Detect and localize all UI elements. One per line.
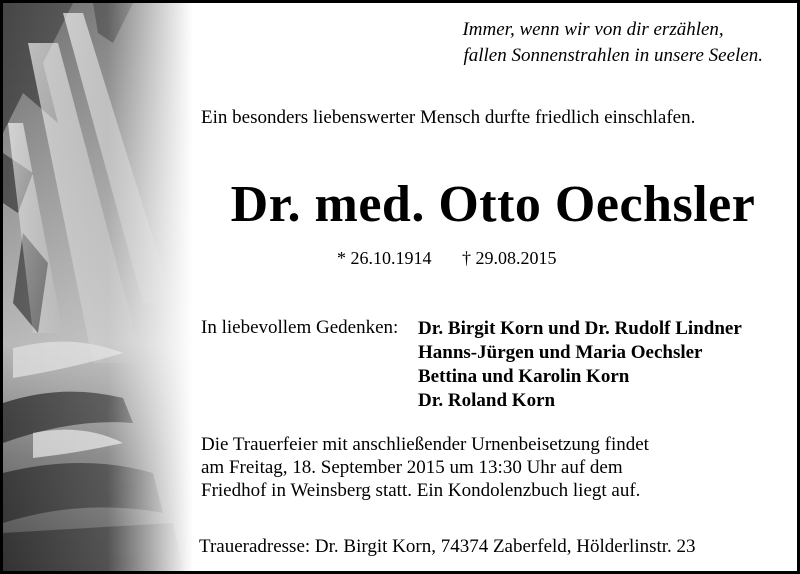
service-line: Friedhof in Weinsberg statt. Ein Kondolenzbuch liegt auf. bbox=[201, 480, 641, 501]
forest-sunbeam-photo bbox=[3, 3, 193, 571]
birth-date: * 26.10.1914 bbox=[337, 248, 432, 268]
mourner-entry: Dr. Birgit Korn und Dr. Rudolf Lindner bbox=[418, 318, 742, 339]
mourner-entry: Bettina und Karolin Korn bbox=[418, 366, 630, 387]
poem-quote bbox=[462, 17, 763, 69]
mourner-entry: Dr. Roland Korn bbox=[418, 390, 556, 411]
service-details bbox=[201, 433, 649, 502]
mourning-address: Traueradresse: Dr. Birgit Korn, 74374 Zaberfeld, Hölderlinstr. 23 bbox=[199, 536, 696, 557]
memorial-label: In liebevollem Gedenken: bbox=[201, 317, 399, 338]
life-dates bbox=[337, 248, 557, 269]
death-date: † 29.08.2015 bbox=[462, 248, 557, 268]
deceased-name: Dr. med. Otto Oechsler bbox=[230, 176, 756, 233]
poem-line: fallen Sonnenstrahlen in unsere Seelen. bbox=[463, 45, 763, 66]
mourner-entry: Hanns-Jürgen und Maria Oechsler bbox=[418, 342, 703, 363]
service-line: Die Trauerfeier mit anschließender Urnenbeisetzung findet bbox=[201, 434, 649, 455]
intro-text: Ein besonders liebenswerter Mensch durfte friedlich einschlafen. bbox=[201, 107, 696, 128]
poem-line: Immer, wenn wir von dir erzählen, bbox=[462, 19, 724, 40]
mourners-list bbox=[418, 317, 742, 413]
service-line: am Freitag, 18. September 2015 um 13:30 Uhr auf dem bbox=[201, 457, 623, 478]
